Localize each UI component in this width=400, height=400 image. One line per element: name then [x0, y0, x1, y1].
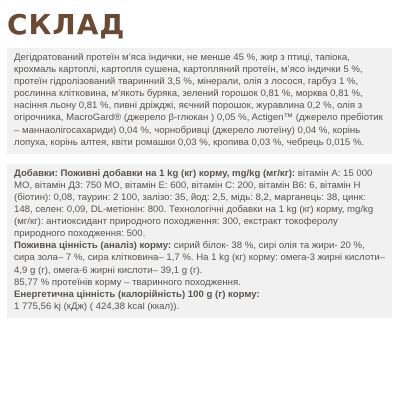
protein-note: 85,77 % протеїнів корму – тваринного походження. [14, 276, 241, 288]
nutrition-section [14, 240, 386, 276]
details-box [7, 164, 392, 318]
additives-text: вітамін А: 15 000 МО, вітамін Д3: 750 МО, вітамін Е: 600, вітамін С: 200, вітамін В6: 6, вітамін Н (біотин): 0,08, таурин: 2 100, залізо: 35, йод: 2,5, мідь: 8,2, марганець: 38, цинк: 148, селен: 0,09, DL-метіонін: 800. Технологічні добавки на 1 kg (кг) корму, mg/kg (мг/кг): антиоксидант природного походження: 300, екстракт токоферолу природного походження: 500. [14, 167, 374, 240]
energy-label: Енергетична цінність (калорійність) 100 g (г) корму: [14, 288, 260, 300]
additives-section [14, 168, 386, 241]
energy-value: 1 775,56 kj (кДж) ( 424,38 kcal (ккал)). [14, 300, 180, 312]
nutrition-label: Поживна цінність (аналіз) корму: [14, 240, 172, 252]
page-title: СКЛАД [7, 8, 126, 41]
additives-label: Добавки: Поживні добавки на 1 kg (кг) корму, mg/kg (мг/кг): [14, 167, 296, 179]
ingredients-text: Дегідратований протеїн м’яса індички, не менше 45 %, жир з птиці, тапіока, крохмаль картоплі, картопля сушена, картопляний протеїн, м’ясо індички 5 %, протеїн гідролізований тваринний 3,5 %, мінерали, олія з лосося, гарбуз 1 %, рослинна клітковина, м’якоть буряка, зелений горошок 0,81 %, морква 0,81 %, насіння льону 0,81 %, пивні дріжджі, яєчний порошок, журавлина 0,2 %, олія з огірочника, MacroGard® (джерело β-глюкан ) 0,05 %, Actigen™ (джерело пребіотик – маннаолігосахариди) 0,04 %, чорнобривці (джерело лютеїну) 0,04 %, корінь лопуха, корінь алтея, квіти ромашки 0,03 %, кропива 0,03 %, чебрець 0,015 %. [14, 52, 383, 148]
ingredients-box [7, 48, 392, 154]
nutrition-text: сирий білок- 38 %, сирі олія та жири- 20 %, сира зола– 7 %, сира клітковина– 1,7 %. На 1 kg (кг) корму: омега-3 жирні кислоти– 4,9 g (г), омега-6 жирні кислоти– 39,1 g (г). [14, 240, 386, 276]
